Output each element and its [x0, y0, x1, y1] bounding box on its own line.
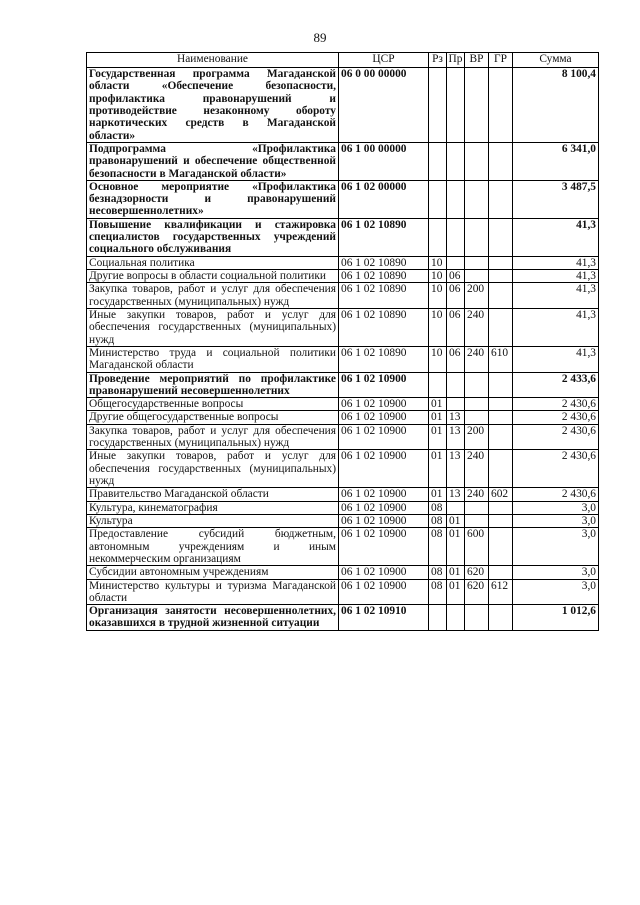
row-vr — [465, 256, 489, 269]
row-rz: 01 — [429, 398, 447, 411]
row-rz: 10 — [429, 270, 447, 283]
row-sum: 8 100,4 — [513, 68, 599, 143]
row-pr: 01 — [447, 579, 465, 605]
row-gr: 612 — [489, 579, 513, 605]
row-name: Министерство культуры и туризма Магаданской области — [87, 579, 339, 605]
row-pr: 13 — [447, 411, 465, 424]
row-csr: 06 1 02 10900 — [339, 528, 429, 566]
row-sum: 3,0 — [513, 514, 599, 527]
row-sum: 41,3 — [513, 270, 599, 283]
row-name: Организация занятости несовершеннолетних, оказавшихся в трудной жизненной ситуации — [87, 605, 339, 631]
row-gr — [489, 270, 513, 283]
row-gr — [489, 180, 513, 218]
row-gr — [489, 528, 513, 566]
row-pr: 06 — [447, 346, 465, 372]
row-rz: 08 — [429, 579, 447, 605]
row-gr — [489, 424, 513, 450]
table-row — [87, 579, 599, 605]
row-rz: 10 — [429, 256, 447, 269]
row-sum: 3,0 — [513, 501, 599, 514]
row-gr — [489, 501, 513, 514]
row-sum: 2 433,6 — [513, 372, 599, 398]
header-gr: ГР — [489, 53, 513, 68]
table-row — [87, 142, 599, 180]
row-vr — [465, 514, 489, 527]
row-sum: 1 012,6 — [513, 605, 599, 631]
row-gr: 610 — [489, 346, 513, 372]
row-rz: 10 — [429, 283, 447, 309]
table-row — [87, 283, 599, 309]
header-rz: Рз — [429, 53, 447, 68]
row-csr: 06 1 02 10900 — [339, 501, 429, 514]
row-sum: 3,0 — [513, 566, 599, 579]
row-name: Подпрограмма «Профилактика правонарушений и обеспечение общественной безопасности в Магаданской области» — [87, 142, 339, 180]
row-name: Другие общегосударственные вопросы — [87, 411, 339, 424]
header-sum: Сумма — [513, 53, 599, 68]
row-vr: 240 — [465, 488, 489, 501]
table-row — [87, 605, 599, 631]
row-csr: 06 1 02 10900 — [339, 424, 429, 450]
table-row — [87, 270, 599, 283]
row-sum: 3 487,5 — [513, 180, 599, 218]
row-rz: 01 — [429, 424, 447, 450]
row-csr: 06 0 00 00000 — [339, 68, 429, 143]
table-row — [87, 528, 599, 566]
row-sum: 2 430,6 — [513, 398, 599, 411]
row-name: Предоставление субсидий бюджетным, автономным учреждениям и иным некоммерческим организациям — [87, 528, 339, 566]
row-name: Закупка товаров, работ и услуг для обеспечения государственных (муниципальных) нужд — [87, 424, 339, 450]
row-csr: 06 1 02 10900 — [339, 450, 429, 488]
row-name: Общегосударственные вопросы — [87, 398, 339, 411]
row-sum: 2 430,6 — [513, 488, 599, 501]
row-sum: 2 430,6 — [513, 450, 599, 488]
row-rz: 10 — [429, 346, 447, 372]
row-vr: 600 — [465, 528, 489, 566]
row-sum: 3,0 — [513, 528, 599, 566]
row-csr: 06 1 02 10890 — [339, 283, 429, 309]
row-gr: 602 — [489, 488, 513, 501]
row-vr — [465, 142, 489, 180]
row-csr: 06 1 02 10890 — [339, 308, 429, 346]
row-name: Основное мероприятие «Профилактика безнадзорности и правонарушений несовершеннолетних» — [87, 180, 339, 218]
row-rz: 10 — [429, 308, 447, 346]
row-vr: 620 — [465, 579, 489, 605]
row-rz: 08 — [429, 566, 447, 579]
row-vr: 200 — [465, 424, 489, 450]
row-pr: 13 — [447, 450, 465, 488]
row-name: Иные закупки товаров, работ и услуг для обеспечения государственных (муниципальных) нужд — [87, 450, 339, 488]
row-rz — [429, 180, 447, 218]
row-name: Иные закупки товаров, работ и услуг для обеспечения государственных (муниципальных) нужд — [87, 308, 339, 346]
row-pr: 13 — [447, 424, 465, 450]
row-sum: 41,3 — [513, 256, 599, 269]
row-rz — [429, 68, 447, 143]
table-row — [87, 256, 599, 269]
row-gr — [489, 218, 513, 256]
row-name: Культура — [87, 514, 339, 527]
row-csr: 06 1 02 00000 — [339, 180, 429, 218]
table-row — [87, 398, 599, 411]
row-rz: 08 — [429, 501, 447, 514]
row-gr — [489, 142, 513, 180]
row-pr: 06 — [447, 308, 465, 346]
table-row — [87, 424, 599, 450]
row-pr — [447, 372, 465, 398]
row-csr: 06 1 02 10900 — [339, 411, 429, 424]
row-vr — [465, 372, 489, 398]
table-row — [87, 218, 599, 256]
row-rz — [429, 142, 447, 180]
row-vr: 200 — [465, 283, 489, 309]
row-rz: 08 — [429, 514, 447, 527]
row-pr — [447, 501, 465, 514]
row-vr — [465, 270, 489, 283]
row-name: Другие вопросы в области социальной политики — [87, 270, 339, 283]
row-sum: 41,3 — [513, 283, 599, 309]
row-pr: 01 — [447, 528, 465, 566]
row-gr — [489, 398, 513, 411]
row-pr — [447, 605, 465, 631]
row-vr — [465, 68, 489, 143]
table-row — [87, 501, 599, 514]
row-name: Повышение квалификации и стажировка специалистов государственных учреждений социального обслуживания — [87, 218, 339, 256]
header-csr: ЦСР — [339, 53, 429, 68]
row-rz — [429, 372, 447, 398]
row-csr: 06 1 02 10900 — [339, 398, 429, 411]
page-number: 89 — [313, 30, 327, 45]
row-csr: 06 1 02 10890 — [339, 256, 429, 269]
header-row — [87, 53, 599, 68]
row-name: Правительство Магаданской области — [87, 488, 339, 501]
row-rz — [429, 605, 447, 631]
header-pr: Пр — [447, 53, 465, 68]
row-csr: 06 1 02 10900 — [339, 566, 429, 579]
row-csr: 06 1 02 10890 — [339, 218, 429, 256]
row-vr — [465, 398, 489, 411]
row-name: Закупка товаров, работ и услуг для обеспечения государственных (муниципальных) нужд — [87, 283, 339, 309]
row-pr — [447, 398, 465, 411]
row-pr — [447, 218, 465, 256]
row-csr: 06 1 02 10900 — [339, 514, 429, 527]
row-name: Министерство труда и социальной политики Магаданской области — [87, 346, 339, 372]
table-row — [87, 372, 599, 398]
row-sum: 41,3 — [513, 308, 599, 346]
row-csr: 06 1 02 10890 — [339, 270, 429, 283]
row-vr: 620 — [465, 566, 489, 579]
row-vr — [465, 411, 489, 424]
row-gr — [489, 372, 513, 398]
row-pr — [447, 142, 465, 180]
row-gr — [489, 283, 513, 309]
row-rz — [429, 218, 447, 256]
row-pr — [447, 68, 465, 143]
row-sum: 2 430,6 — [513, 424, 599, 450]
row-gr — [489, 566, 513, 579]
table-row — [87, 566, 599, 579]
header-name: Наименование — [87, 53, 339, 68]
budget-table — [86, 52, 599, 631]
row-pr: 13 — [447, 488, 465, 501]
row-rz: 08 — [429, 528, 447, 566]
row-gr — [489, 514, 513, 527]
row-csr: 06 1 02 10910 — [339, 605, 429, 631]
row-pr — [447, 256, 465, 269]
row-vr: 240 — [465, 308, 489, 346]
table-row — [87, 308, 599, 346]
row-csr: 06 1 02 10900 — [339, 488, 429, 501]
row-pr — [447, 180, 465, 218]
row-csr: 06 1 00 00000 — [339, 142, 429, 180]
row-pr: 06 — [447, 270, 465, 283]
row-vr — [465, 605, 489, 631]
row-gr — [489, 256, 513, 269]
row-vr — [465, 180, 489, 218]
row-gr — [489, 308, 513, 346]
row-gr — [489, 411, 513, 424]
row-name: Государственная программа Магаданской области «Обеспечение безопасности, профилактика правонарушений и противодействие незаконному обороту наркотических средств в Магаданской области» — [87, 68, 339, 143]
row-rz: 01 — [429, 450, 447, 488]
row-sum: 41,3 — [513, 218, 599, 256]
table-row — [87, 514, 599, 527]
row-pr: 06 — [447, 283, 465, 309]
row-csr: 06 1 02 10900 — [339, 372, 429, 398]
row-vr — [465, 501, 489, 514]
row-sum: 3,0 — [513, 579, 599, 605]
row-name: Проведение мероприятий по профилактике правонарушений несовершеннолетних — [87, 372, 339, 398]
row-gr — [489, 68, 513, 143]
row-sum: 41,3 — [513, 346, 599, 372]
row-name: Культура, кинематография — [87, 501, 339, 514]
row-rz: 01 — [429, 411, 447, 424]
row-name: Социальная политика — [87, 256, 339, 269]
table-row — [87, 450, 599, 488]
table-row — [87, 346, 599, 372]
row-name: Субсидии автономным учреждениям — [87, 566, 339, 579]
row-csr: 06 1 02 10890 — [339, 346, 429, 372]
row-vr — [465, 218, 489, 256]
row-vr: 240 — [465, 450, 489, 488]
table-row — [87, 180, 599, 218]
row-sum: 2 430,6 — [513, 411, 599, 424]
row-rz: 01 — [429, 488, 447, 501]
row-pr: 01 — [447, 514, 465, 527]
table-row — [87, 488, 599, 501]
row-vr: 240 — [465, 346, 489, 372]
row-pr: 01 — [447, 566, 465, 579]
table-row — [87, 68, 599, 143]
row-csr: 06 1 02 10900 — [339, 579, 429, 605]
header-vr: ВР — [465, 53, 489, 68]
row-gr — [489, 450, 513, 488]
table-row — [87, 411, 599, 424]
row-sum: 6 341,0 — [513, 142, 599, 180]
row-gr — [489, 605, 513, 631]
